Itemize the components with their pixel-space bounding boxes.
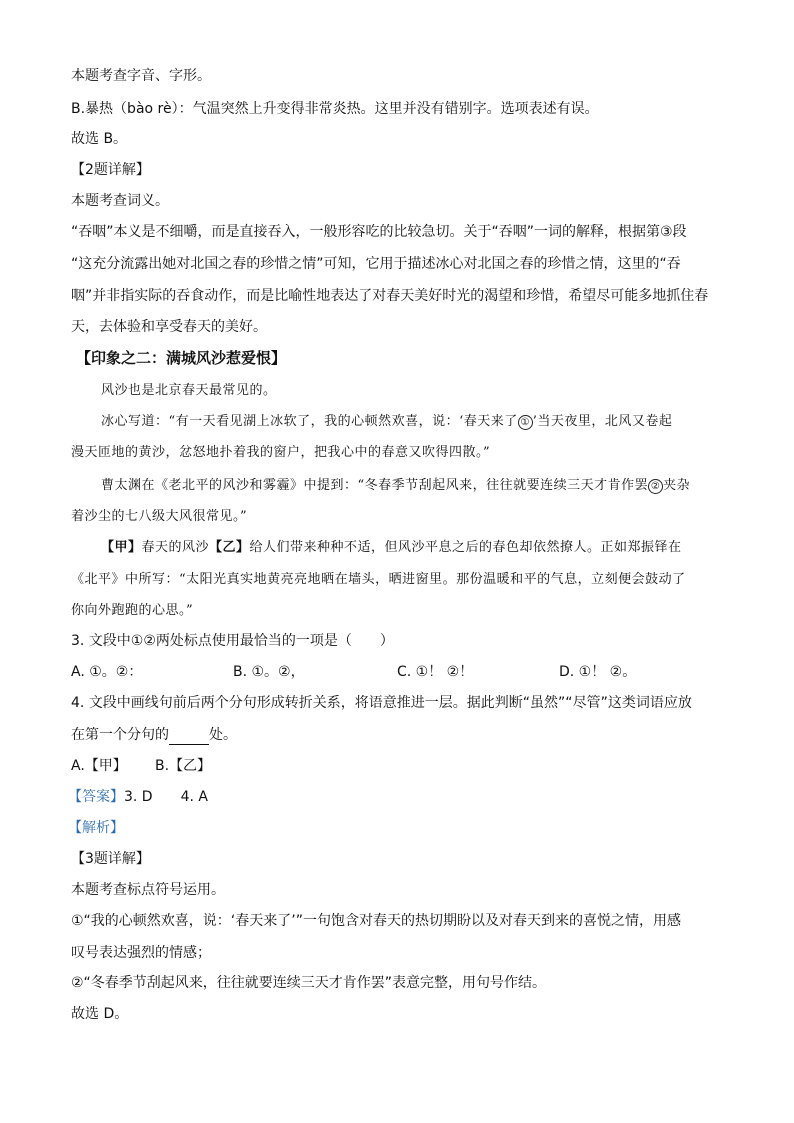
text-line: ①“我的心顿然欢喜，说：‘春天来了’”一句饱含对春天的热切期盼以及对春天到来的喜悦之情，用感 xyxy=(71,913,681,929)
passage-line: 冰心写道：“有一天看见湖上冰软了，我的心顿然欢喜，说：‘春天来了 ① ’当天夜里，北风又卷起 xyxy=(101,414,673,429)
passage-line: 曹太渊在《老北平的风沙和雾霾》中提到：“冬春季节刮起风来，往往就要连续三天才肯作罢 ② 夹杂 xyxy=(101,478,691,493)
option-a: A.【甲】 xyxy=(71,758,127,774)
passage-line: 你向外跑跑的心思。” xyxy=(71,603,194,618)
text-line: 本题考查词义。 xyxy=(71,193,169,209)
text-line: 本题考查标点符号运用。 xyxy=(71,882,225,898)
passage-line: 漫天匝地的黄沙，忿怒地扑着我的窗户，把我心中的春意又吹得四散。” xyxy=(71,445,491,460)
text-line: 叹号表达强烈的情感； xyxy=(71,945,211,961)
text-line: “吞咽”本义是不细嚼，而是直接吞入，一般形容吃的比较急切。关于“吞咽”一词的解释，根据第③段 xyxy=(71,224,687,240)
mark-1: ① xyxy=(518,415,533,430)
question-4: 4. 文段中画线句前后两个分句形成转折关系，将语意推进一层。据此判断“虽然”“尽管”这类词语应放 xyxy=(71,695,692,711)
question-4-cont: 在第一个分句的 处。 xyxy=(71,727,237,743)
answer-tag: 【答案】 xyxy=(68,789,124,805)
analysis-tag: 【解析】 xyxy=(68,820,124,836)
text-line: 天，去体验和享受春天的美好。 xyxy=(71,319,267,335)
section-heading: 【2题详解】 xyxy=(71,162,150,178)
text-line: 本题考查字音、字形。 xyxy=(71,68,211,84)
question-3: 3. 文段中①②两处标点使用最恰当的一项是（ ） xyxy=(71,633,394,649)
option-c: C. ①！ ②！ xyxy=(397,664,474,680)
text-line: B.暴热（bào rè）：气温突然上升变得非常炎热。这里并没有错别字。选项表述有误。 xyxy=(71,101,599,117)
passage-line: 《北平》中所写：“太阳光真实地黄亮亮地晒在墙头，晒进窗里。那份温暖和平的气息，立刻便会鼓动了 xyxy=(71,572,686,587)
text-line: ②“冬春季节刮起风来，往往就要连续三天才肯作罢”表意完整，用句号作结。 xyxy=(71,975,547,991)
section-heading: 【3题详解】 xyxy=(71,851,150,867)
text-line: 咽”并非指实际的吞食动作，而是比喻性地表达了对春天美好时光的渴望和珍惜，希望尽可能多地抓住春 xyxy=(71,288,709,304)
answer-blank xyxy=(169,730,209,745)
question-4-options xyxy=(71,756,371,776)
question-3-options xyxy=(71,662,731,682)
answer-line: 【答案】3. D 4. A xyxy=(68,789,208,805)
option-a: A. ①。②： xyxy=(71,664,143,680)
mark-2: ② xyxy=(648,479,663,494)
passage-line: 【甲】春天的风沙【乙】给人们带来种种不适，但风沙平息之后的春色却依然撩人。正如郑振铎在 xyxy=(101,540,682,555)
option-d: D. ①！ ②。 xyxy=(559,664,637,680)
passage-line: 着沙尘的七八级大风很常见。” xyxy=(71,509,248,524)
passage-line: 风沙也是北京春天最常见的。 xyxy=(101,383,277,398)
text-line: 故选 B。 xyxy=(71,131,128,147)
text-line: 故选 D。 xyxy=(71,1006,129,1022)
text-line: “这充分流露出她对北国之春的珍惜之情”可知，它用于描述冰心对北国之春的珍惜之情，这里的“吞 xyxy=(71,256,681,272)
option-b: B.【乙】 xyxy=(155,758,212,774)
passage-heading: 【印象之二：满城风沙惹爱恨】 xyxy=(76,349,287,367)
option-b: B. ①。②， xyxy=(233,664,305,680)
